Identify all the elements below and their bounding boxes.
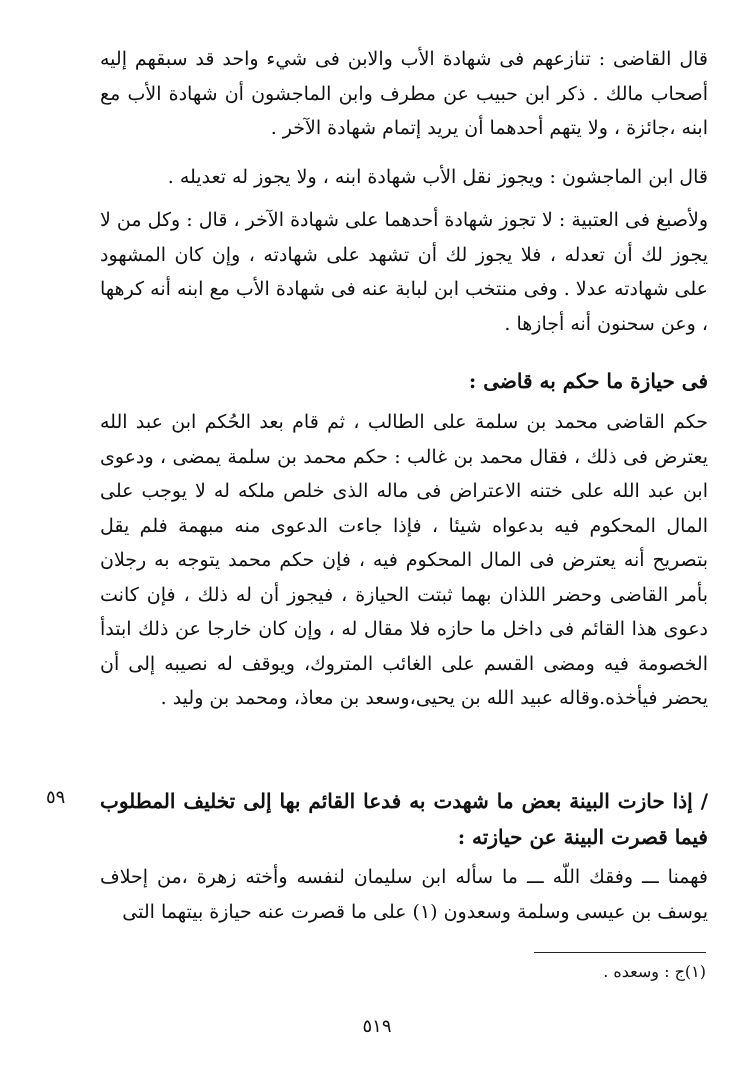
page-number: ٥١٩ — [362, 1016, 392, 1037]
section-heading-possession-judgment: فى حيازة ما حكم به قاضى : — [468, 369, 708, 393]
paragraph-understanding: فهمنا ـــ وفقك اللّه ـــ ما سأله ابن سليمان لنفسه وأخته زهرة ،من إحلاف يوسف بن عيسى وسلمة وسعدون (١) على ما قصرت عنه حيازة بيتهما التى — [100, 866, 708, 923]
footnote-divider — [534, 952, 706, 953]
paragraph-ibn-majishun: قال ابن الماجشون : ويجوز نقل الأب شهادة ابنه ، ولا يجوز له تعديله . — [167, 166, 708, 188]
footnote: (١)ج : وسعده . — [603, 962, 706, 981]
paragraph-asbagh-utbiyya: ولأصبغ فى العتبية : لا تجوز شهادة أحدهما على شهادة الآخر ، قال : وكل من لا يجوز لك أن تعدله ، فلا يجوز لك أن تشهد على شهادته ، وإن كان المشهود على شهادته عدلا . وفى منتخب ابن لبابة عنه فى شهادة الأب مع ابنه أنه كرهها ، وعن سحنون أنه أجازها . — [100, 209, 708, 335]
section-heading-evidence-possession: / إذا حازت البينة بعض ما شهدت به فدعا القائم بها إلى تخليف المطلوب فيما قصرت البينة عن حيازته : — [100, 789, 708, 849]
paragraph-judge-ruling: حكم القاضى محمد بن سلمة على الطالب ، ثم قام بعد الحُكم ابن عبد الله يعترض فى ذلك ، فقال محمد بن غالب : حكم محمد بن سلمة يمضى ، ودعوى ابن عبد الله على ختنه الاعتراض فى ماله الذى خلص ملكه له لا يوجب على المال المحكوم فيه بدعواه شيئا ، فإذا جاءت الدعوى منه مبهمة فلم يقل بتصريح أنه يعترض فى المال المحكوم فيه ، فإن حكم محمد يتوجه به رجلان بأمر القاضى وحضر اللذان بهما ثبتت الحيازة ، فيجوز أن له ذلك ، فإن كانت دعوى هذا القائم فى داخل ما حازه فلا مقال له ، وإن كان خارجا عن ذلك ابتدأ الخصومة فيه ومضى القسم على الغائب المتروك، ويوقف له نصيبه إلى أن يحضر فيأخذه.وقاله عبيد الله بن يحيى،وسعد بن معاذ، ومحمد بن وليد . — [100, 411, 708, 709]
margin-folio-number: ٥٩ — [46, 787, 66, 808]
paragraph-judge-statement: قال القاضى : تنازعهم فى شهادة الأب والابن فى شيء واحد قد سبقهم إليه أصحاب مالك . ذكر ابن حبيب عن مطرف وابن الماجشون أن شهادة الأب مع ابنه ،جائزة ، ولا يتهم أحدهما أن يريد إتمام شهادة الآخر . — [100, 48, 708, 139]
